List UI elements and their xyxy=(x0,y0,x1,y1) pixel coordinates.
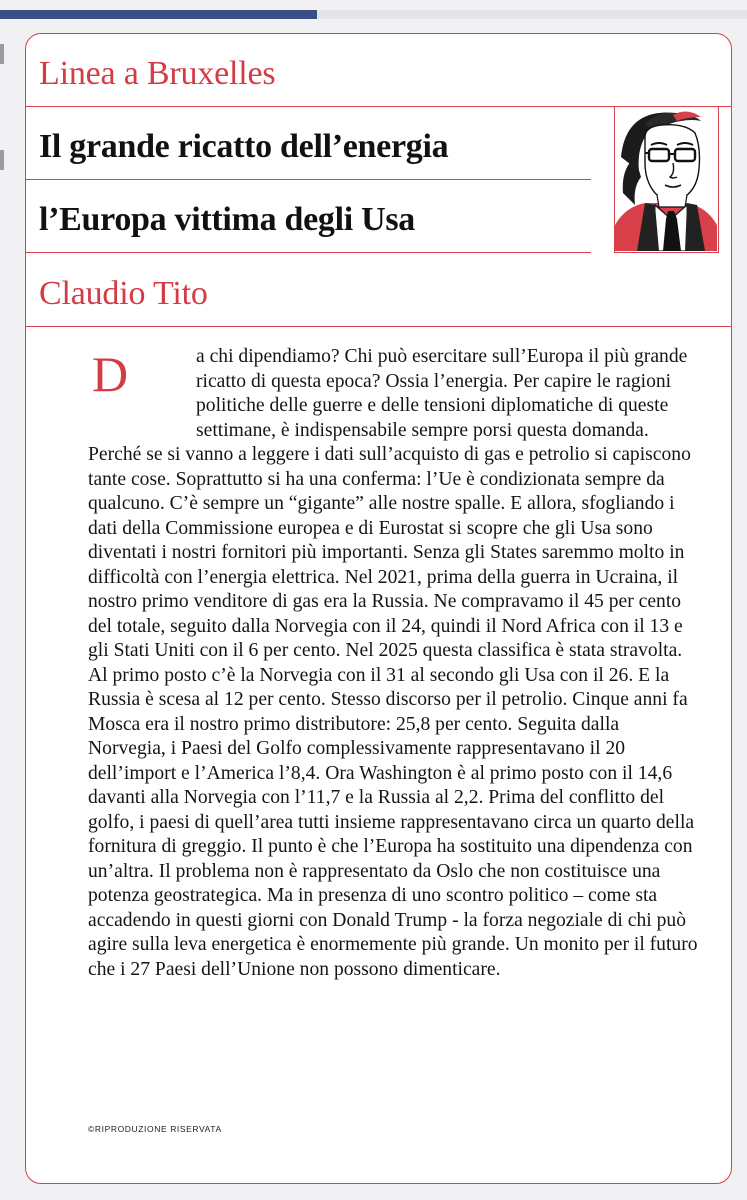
column-title: Linea a Bruxelles xyxy=(39,55,276,92)
author-portrait-icon xyxy=(614,106,719,253)
headline-line-2: l’Europa vittima degli Usa xyxy=(39,201,415,238)
page-edge-mark xyxy=(0,150,4,170)
article-body-text: a chi dipendiamo? Chi può esercitare sull’Europa il più grande ricatto di questa epoca? Ossia l’energia. Per capire le ragioni politiche delle guerre e delle tensioni diplomatiche di queste settimane, è indispensabile sempre porsi questa domanda. Perché se si vanno a leggere i dati sull’acquisto di gas e petrolio si capiscono tante cose. Soprattutto si ha una conferma: l’Ue è condizionata sempre da qualcuno. C’è sempre un “gigante” alle nostre spalle. E allora, sfogliando i dati della Commissione europea e di Eurostat si scopre che gli Usa sono diventati i nostri fornitori più importanti. Senza gli States saremmo molto in difficoltà con l’energia elettrica. Nel 2021, prima della guerra in Ucraina, il nostro primo venditore di gas era la Russia. Ne compravamo il 45 per cento del totale, seguito dalla Norvegia con il 24, quindi il Nord Africa con il 13 e gli Stati Uniti con il 6 per cento. Nel 2025 questa classifica è stata stravolta. Al primo posto c’è la Norvegia con il 31 al secondo gli Usa con il 26. E la Russia è scesa al 12 per cento. Stesso discorso per il petrolio. Cinque anni fa Mosca era il nostro primo distributore: 25,8 per cento. Seguita dalla Norvegia, i Paesi del Golfo complessivamente rappresentavano il 20 dell’import e l’America l’8,4. Ora Washington è al primo posto con il 14,6 davanti alla Norvegia con l’11,7 e la Russia al 2,2. Prima del conflitto del golfo, i paesi di quell’area tutti insieme rappresentavano circa un quarto della fornitura di greggio. Il punto è che l’Europa ha sostituito una dipendenza con un’altra. Il problema non è rappresentato da Oslo che non costituisce una potenza geostrategica. Ma in presenza di uno scontro politico – come sta accadendo in questi giorni con Donald Trump - la forza negoziale di chi può agire sulla leva energetica è enormemente più grande. Un monito per il futuro che i 27 Paesi dell’Unione non possono dimenticare. xyxy=(88,346,698,980)
drop-cap: D xyxy=(92,346,129,402)
author-name: Claudio Tito xyxy=(39,275,208,312)
page-edge-mark xyxy=(0,44,4,64)
headline-row-1 xyxy=(26,107,591,180)
article-body xyxy=(88,345,698,982)
headline-row-2 xyxy=(26,180,591,253)
reading-progress-bar xyxy=(0,10,747,19)
column-header xyxy=(26,34,731,107)
author-row xyxy=(26,253,731,327)
reading-progress-fill xyxy=(0,10,317,19)
copyright-notice: ©RIPRODUZIONE RISERVATA xyxy=(88,1124,222,1134)
headline-line-1: Il grande ricatto dell’energia xyxy=(39,128,449,165)
